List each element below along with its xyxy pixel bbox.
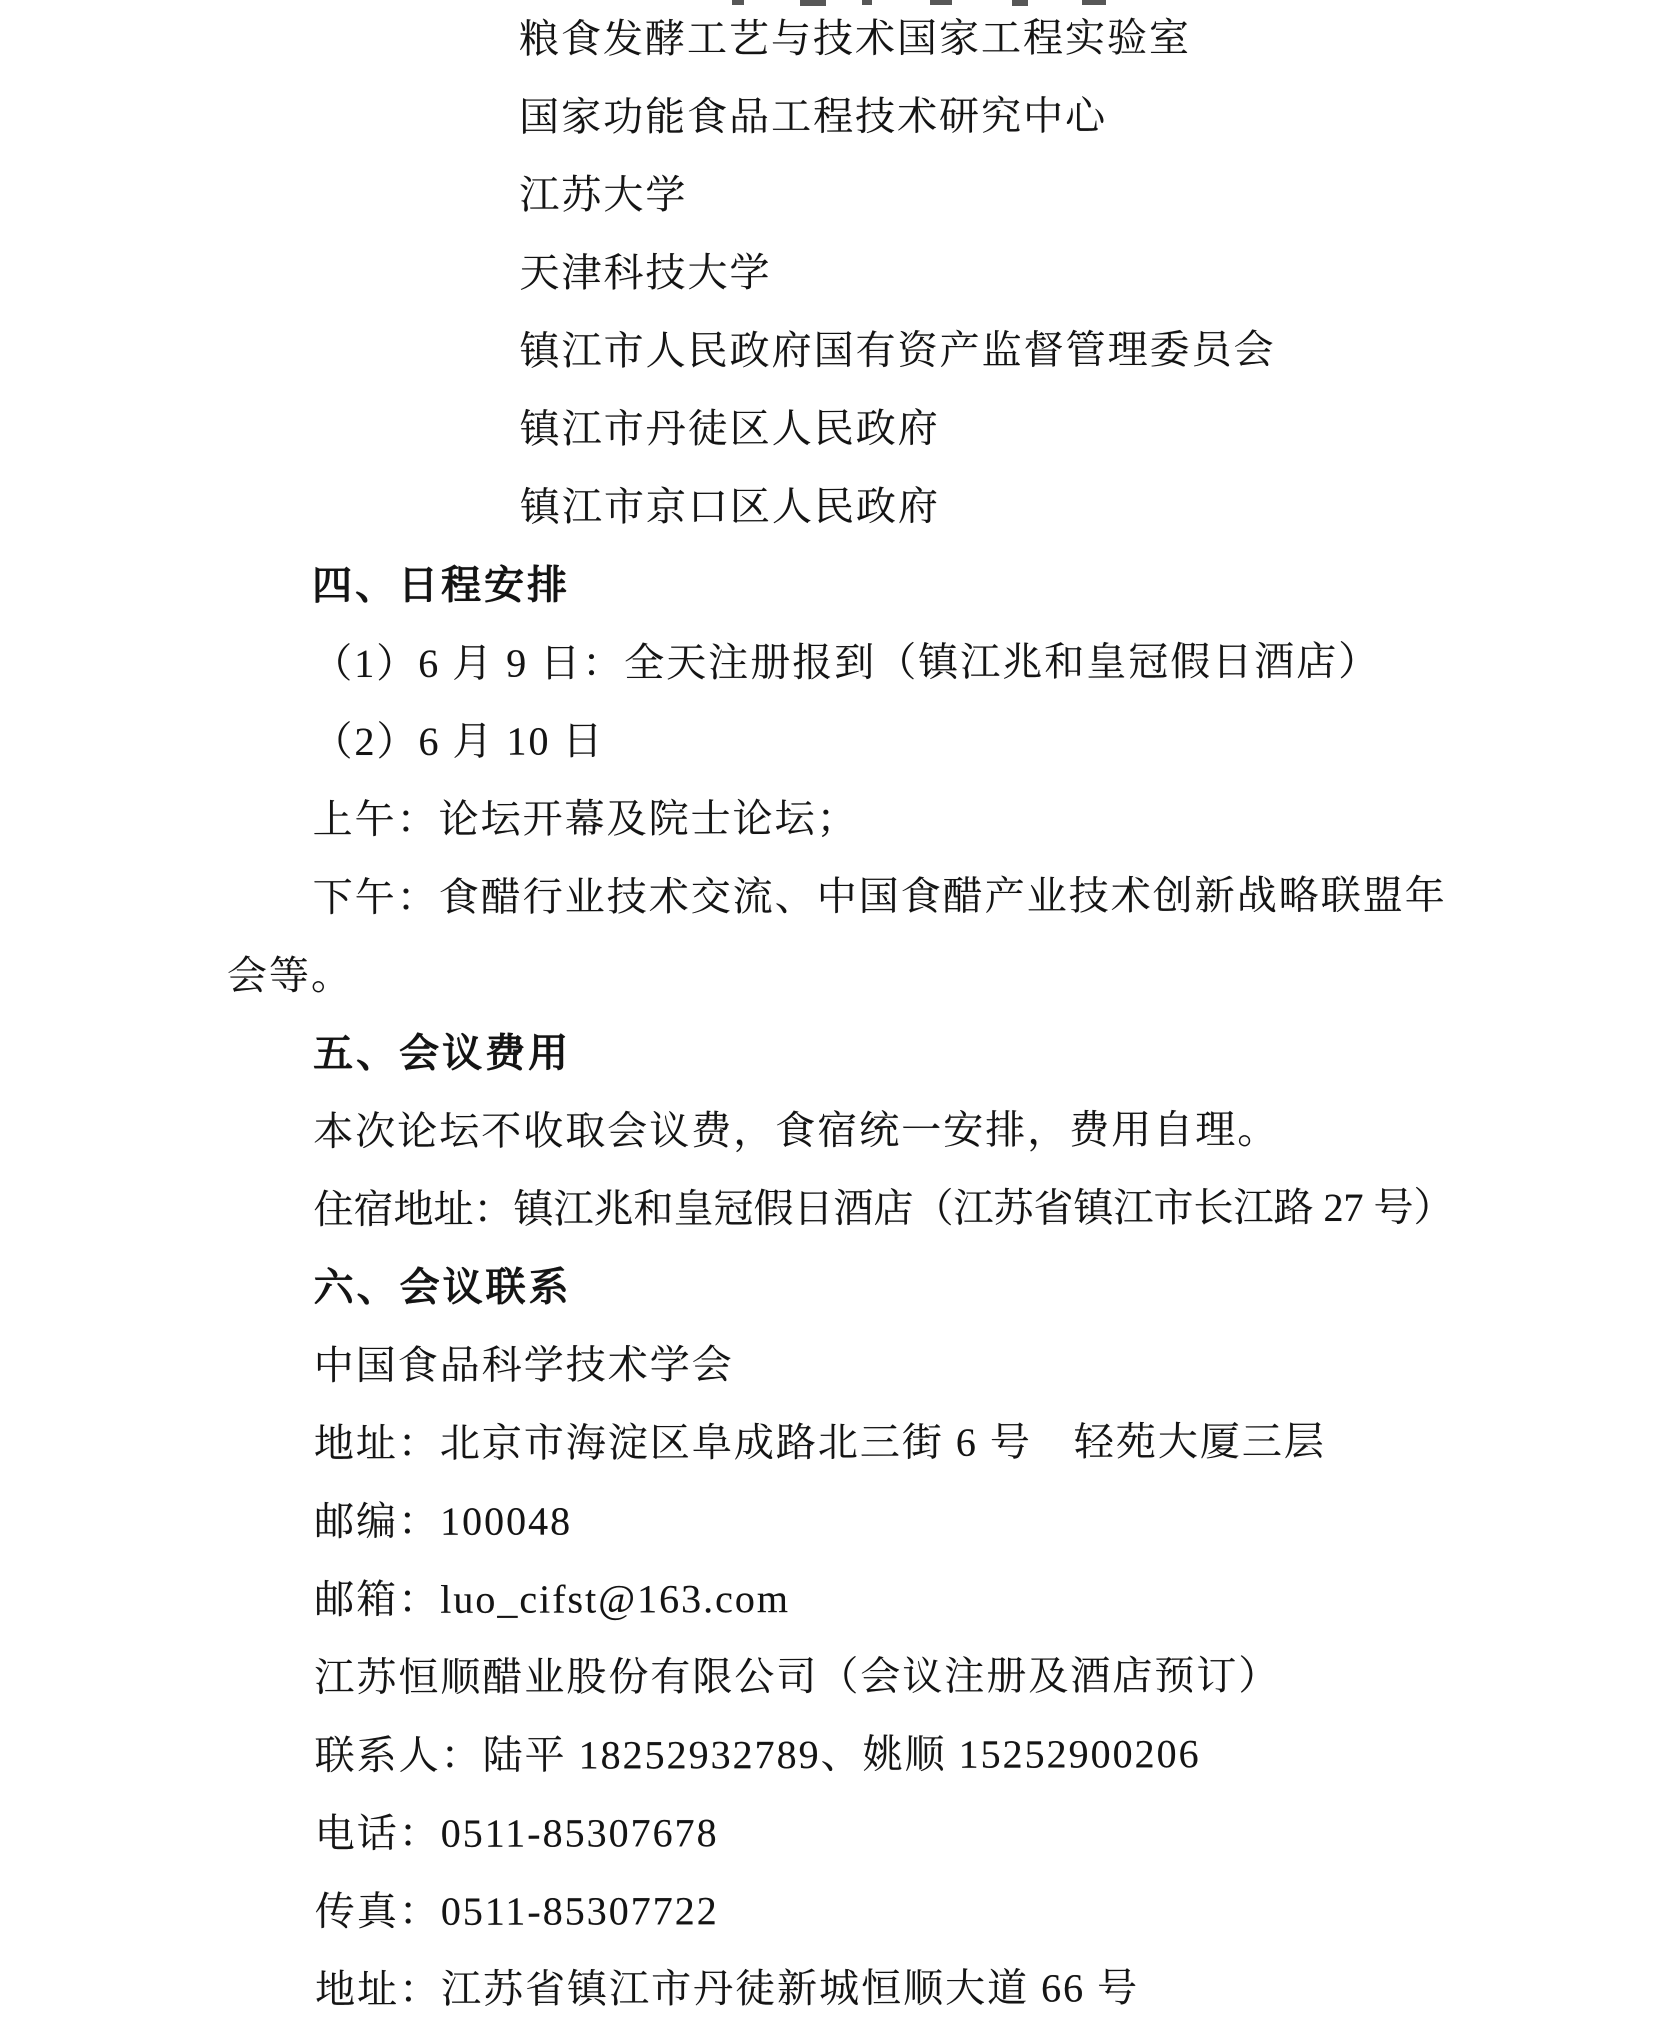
contact-org-cifst: 中国食品科学技术学会 <box>313 1342 734 1389</box>
contact-address-beijing: 地址：北京市海淀区阜成路北三街 6 号 轻苑大厦三层 <box>313 1418 1326 1467</box>
contact-address-zhenjiang: 地址：江苏省镇江市丹徒新城恒顺大道 66 号 <box>315 1965 1140 2013</box>
schedule-day2: （2）6 月 10 日 <box>312 718 605 765</box>
organizer-list <box>225 0 1463 547</box>
schedule-day1: （1）6 月 9 日：全天注册报到（镇江兆和皇冠假日酒店） <box>312 638 1381 687</box>
organizer-line: 江苏大学 <box>519 172 688 218</box>
section-heading-fees: 五、会议费用 <box>313 1031 572 1077</box>
email-address: 邮箱：luo_cifst@163.com <box>314 1576 790 1623</box>
postal-code: 邮编：100048 <box>314 1498 573 1545</box>
organizer-line: 粮食发酵工艺与技术国家工程实验室 <box>518 15 1192 62</box>
lodging-address: 住宿地址：镇江兆和皇冠假日酒店（江苏省镇江市长江路 27 号） <box>313 1184 1454 1233</box>
section-heading-contact: 六、会议联系 <box>313 1265 572 1311</box>
section-heading-schedule: 四、日程安排 <box>312 563 571 609</box>
organizer-line: 镇江市京口区人民政府 <box>519 483 940 530</box>
fax-number: 传真：0511-85307722 <box>314 1888 719 1935</box>
organizer-line: 国家功能食品工程技术研究中心 <box>519 93 1108 140</box>
organizer-line: 镇江市丹徒区人民政府 <box>519 405 940 452</box>
contact-org-hengshun: 江苏恒顺醋业股份有限公司（会议注册及酒店预订） <box>314 1653 1281 1701</box>
fees-note: 本次论坛不收取会议费，食宿统一安排，费用自理。 <box>313 1107 1280 1155</box>
schedule-afternoon: 下午：食醋行业技术交流、中国食醋产业技术创新战略联盟年会等。 <box>226 872 1447 999</box>
organizer-line: 天津科技大学 <box>519 250 772 296</box>
schedule-morning: 上午：论坛开幕及院士论坛； <box>312 795 859 843</box>
organizer-line: 镇江市人民政府国有资产监督管理委员会 <box>519 327 1276 374</box>
contact-persons: 联系人：陆平 18252932789、姚顺 15252900206 <box>314 1731 1201 1779</box>
phone-number: 电话：0511-85307678 <box>314 1810 719 1857</box>
